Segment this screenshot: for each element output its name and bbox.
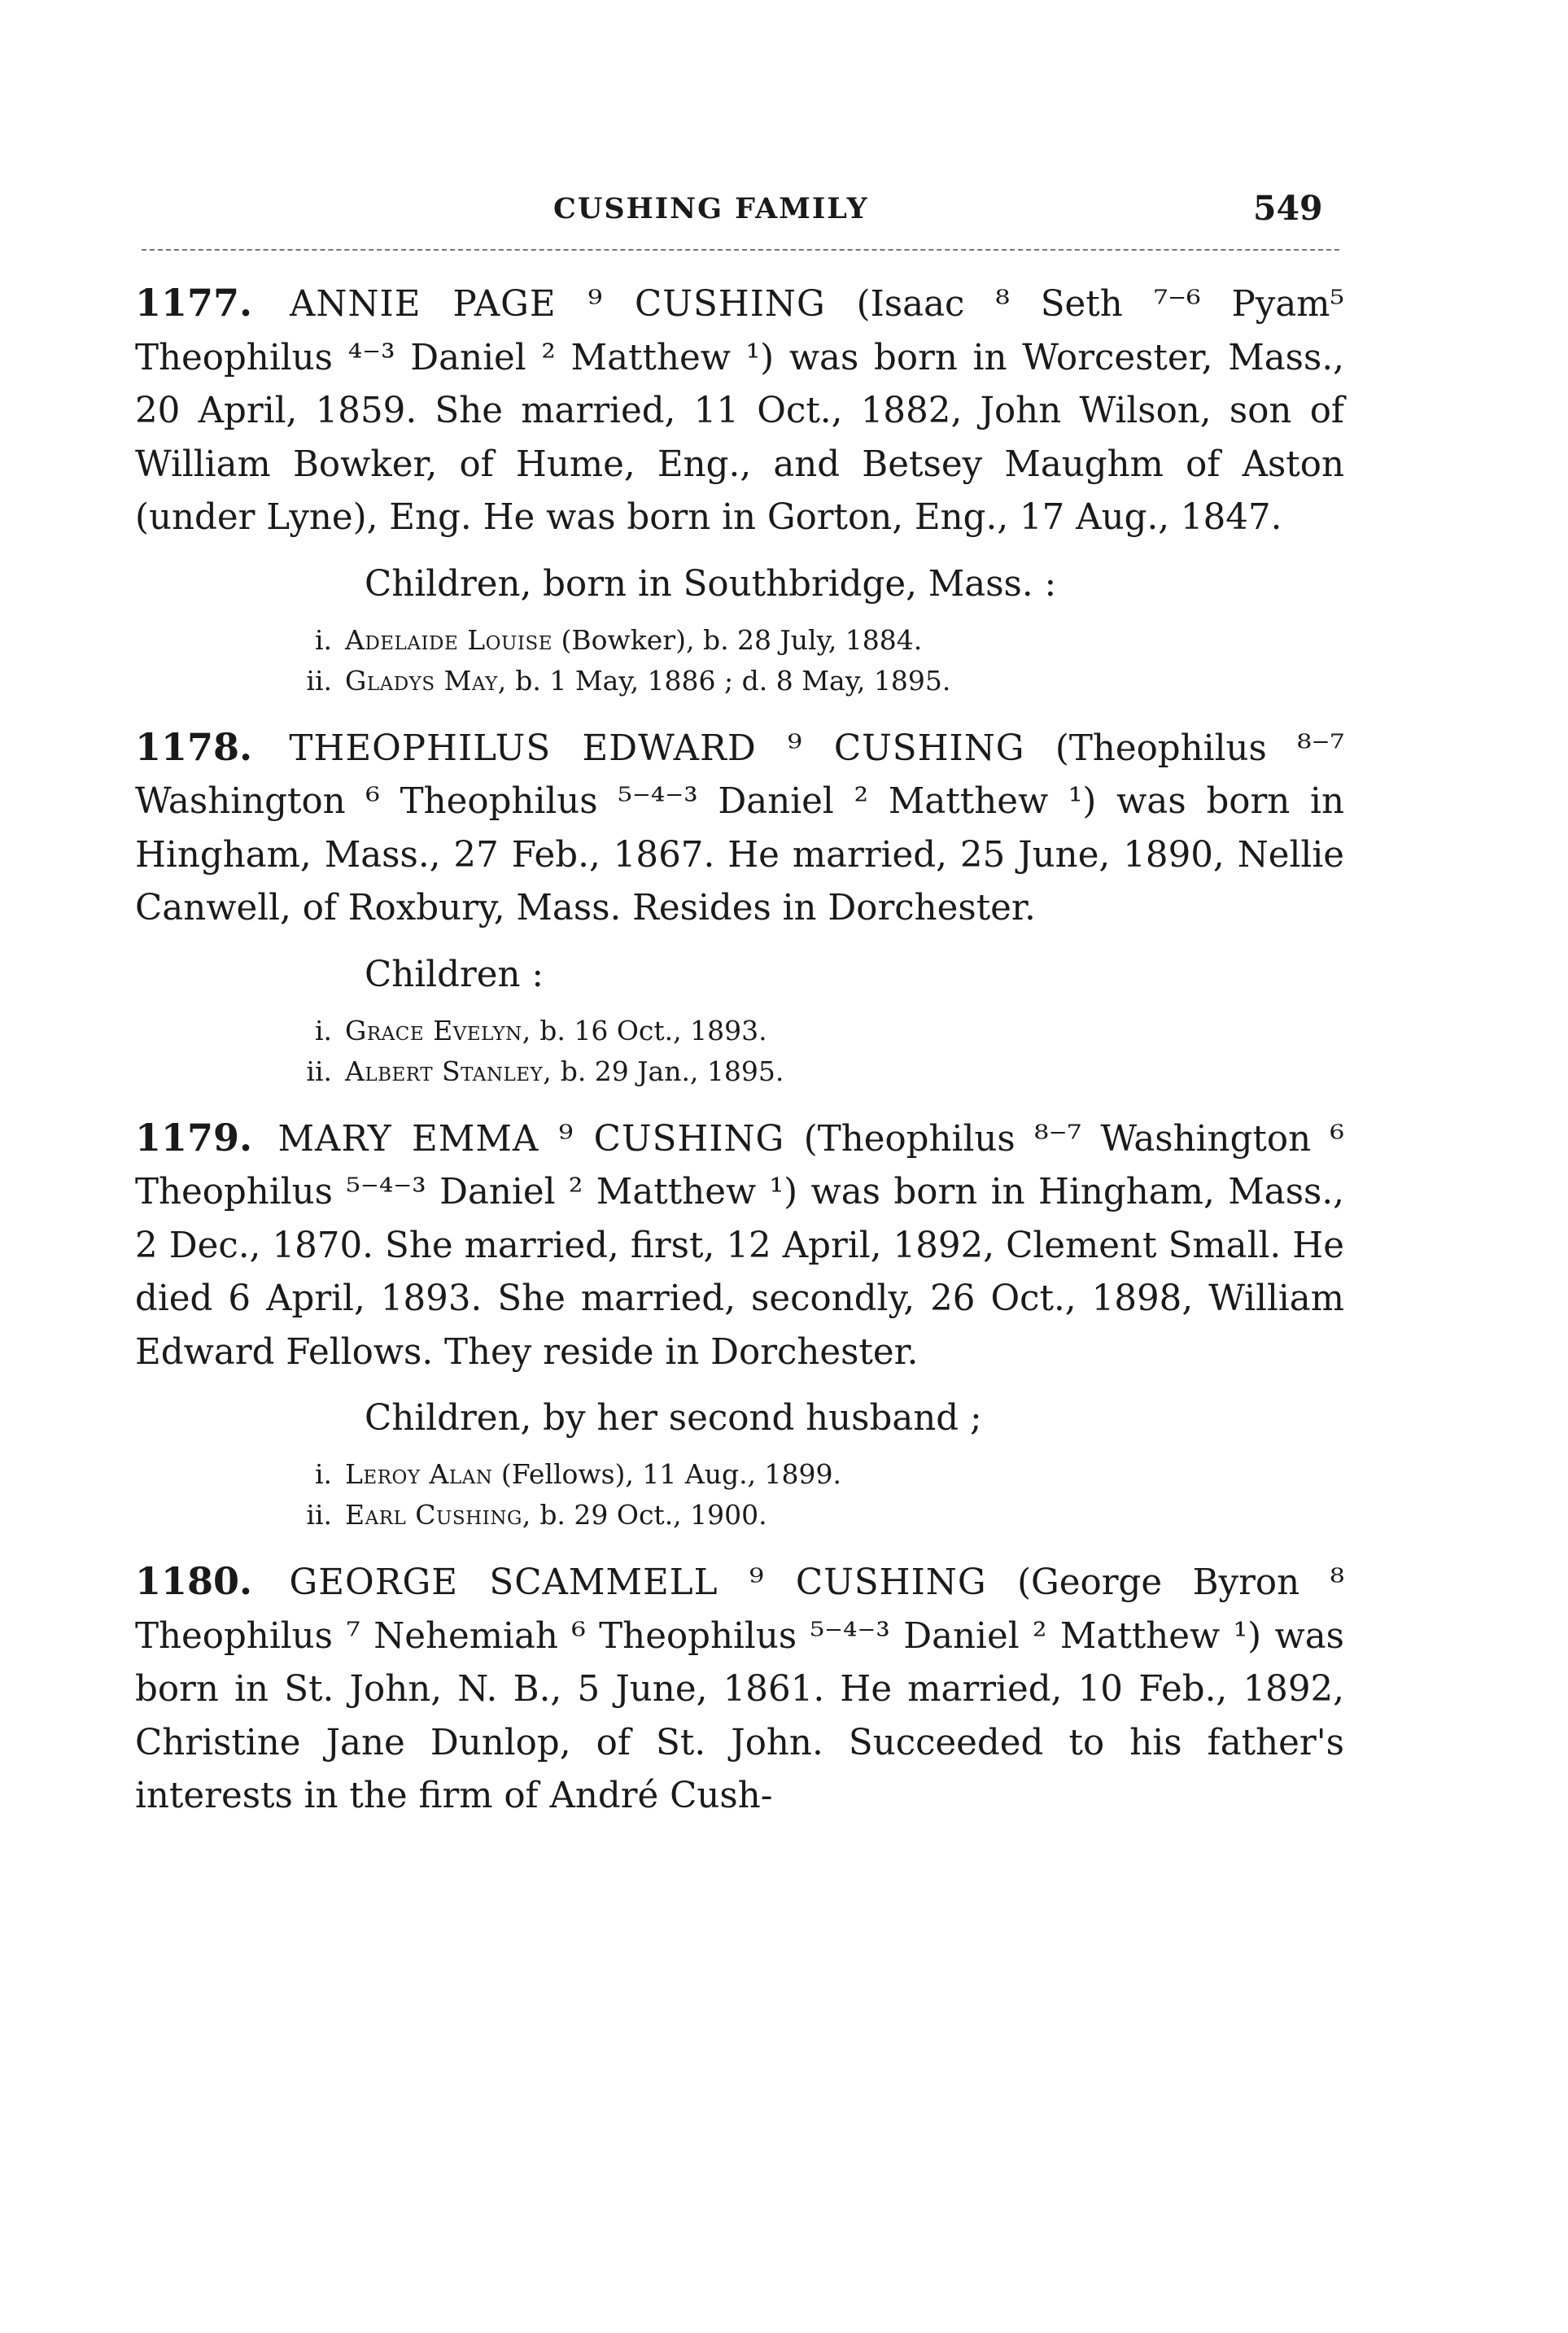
- child-details: b. 29 Oct., 1900.: [539, 1499, 767, 1531]
- child-details: b. 16 Oct., 1893.: [539, 1014, 767, 1046]
- entry-text: (George Byron ⁸ Theophilus ⁷ Nehemiah ⁶ Theophilus ⁵⁻⁴⁻³ Daniel ² Matthew ¹) was born in St. John, N. B., 5 June, 1861. He married, 10 Feb., 1892, Christine Jane Dunlop, of St. John. Succeeded to his father's interests in the firm of André Cush-: [135, 1562, 1345, 1816]
- entry-1177: [135, 277, 1344, 701]
- entry-name: MARY EMMA ⁹ CUSHING: [277, 1118, 785, 1160]
- children-list: [135, 620, 1344, 701]
- page-number: 549: [1253, 189, 1323, 228]
- child-details: (Bowker), b. 28 July, 1884.: [561, 623, 923, 656]
- entry-number: 1177.: [135, 281, 253, 325]
- child-item: [135, 1454, 1344, 1495]
- entry-1178: [135, 721, 1344, 1092]
- child-numeral: ii.: [306, 1499, 332, 1531]
- child-numeral: ii.: [306, 1055, 332, 1087]
- header-rule: [142, 249, 1339, 251]
- child-item: [135, 1011, 1344, 1051]
- child-numeral: ii.: [306, 664, 332, 697]
- child-item: [135, 1495, 1344, 1536]
- children-list: [135, 1454, 1344, 1536]
- entry-1180: [135, 1555, 1344, 1824]
- child-item: [135, 661, 1344, 701]
- child-details: b. 29 Jan., 1895.: [560, 1055, 784, 1087]
- child-name: Grace Evelyn,: [345, 1014, 531, 1046]
- child-numeral: i.: [314, 1458, 332, 1490]
- entry-number: 1180.: [135, 1559, 253, 1603]
- entry-name: GEORGE SCAMMELL ⁹ CUSHING: [289, 1562, 987, 1603]
- child-name: Adelaide Louise: [345, 623, 553, 656]
- entry-number: 1178.: [135, 724, 253, 769]
- entry-text: (Theophilus ⁸⁻⁷ Washington ⁶ Theophilus ⁵⁻⁴⁻³ Daniel ² Matthew ¹) was born in Hingham, Mass., 2 Dec., 1870. She married, first, 12 April, 1892, Clement Small. He died 6 April, 1893. She married, secondly, 26 Oct., 1898, William Edward Fellows. They reside in Dorchester.: [135, 1118, 1344, 1373]
- children-heading: Children, by her second husband ;: [365, 1398, 982, 1439]
- child-numeral: i.: [314, 1014, 332, 1046]
- entry-paragraph: [135, 1112, 1344, 1380]
- running-title: CUSHING FAMILY: [553, 192, 869, 225]
- entry-paragraph: [135, 721, 1344, 936]
- entry-1179: [135, 1112, 1344, 1536]
- running-head: [0, 186, 1568, 234]
- child-item: [135, 1051, 1344, 1092]
- children-heading: Children, born in Southbridge, Mass. :: [365, 563, 1057, 605]
- entry-name: THEOPHILUS EDWARD ⁹ CUSHING: [289, 727, 1025, 769]
- entry-name: ANNIE PAGE ⁹ CUSHING: [290, 284, 826, 325]
- child-name: Earl Cushing,: [345, 1499, 531, 1531]
- child-details: b. 1 May, 1886 ; d. 8 May, 1895.: [515, 664, 951, 697]
- child-name: Gladys May,: [345, 664, 507, 697]
- children-heading: Children :: [365, 954, 544, 995]
- child-numeral: i.: [314, 623, 332, 656]
- child-name: Leroy Alan: [345, 1458, 493, 1490]
- child-name: Albert Stanley,: [345, 1055, 553, 1087]
- children-list: [135, 1011, 1344, 1092]
- entry-text: (Theophilus ⁸⁻⁷ Washington ⁶ Theophilus ⁵⁻⁴⁻³ Daniel ² Matthew ¹) was born in Hingham, Mass., 27 Feb., 1867. He married, 25 June, 1890, Nellie Canwell, of Roxbury, Mass. Resides in Dorchester.: [135, 727, 1345, 928]
- entry-paragraph: [135, 277, 1344, 545]
- entry-text: (Isaac ⁸ Seth ⁷⁻⁶ Pyam⁵ Theophilus ⁴⁻³ Daniel ² Matthew ¹) was born in Worcester, Mass., 20 April, 1859. She married, 11 Oct., 1882, John Wilson, son of William Bowker, of Hume, Eng., and Betsey Maughm of Aston (under Lyne), Eng. He was born in Gorton, Eng., 17 Aug., 1847.: [135, 284, 1344, 538]
- child-item: [135, 620, 1344, 661]
- child-details: (Fellows), 11 Aug., 1899.: [500, 1458, 842, 1490]
- entry-paragraph: [135, 1555, 1344, 1824]
- entry-number: 1179.: [135, 1115, 253, 1160]
- text-block: [135, 277, 1344, 1824]
